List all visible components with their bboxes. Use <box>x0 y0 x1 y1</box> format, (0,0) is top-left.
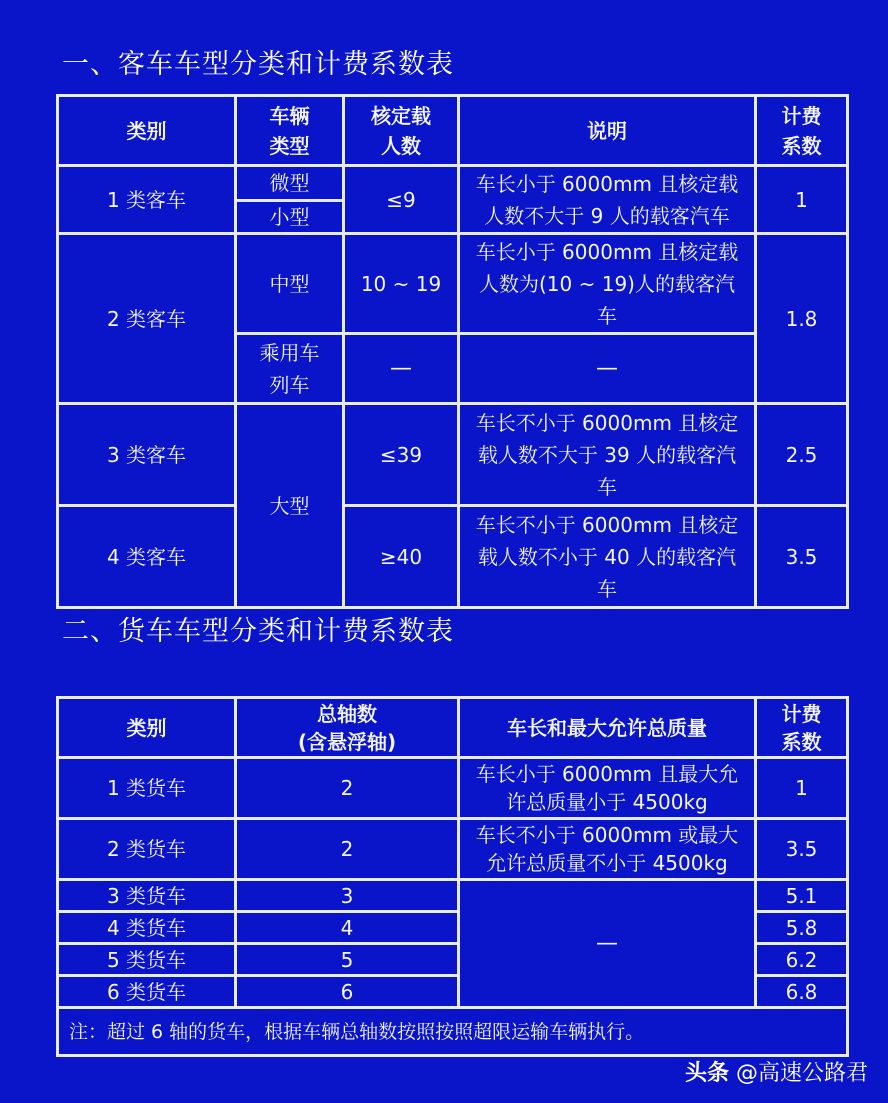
type-cell: 小型 <box>236 201 344 234</box>
axles-cell: 2 <box>236 758 459 819</box>
table-row <box>58 880 848 912</box>
table-header-row <box>58 698 848 758</box>
description-cell: 车长小于 6000mm 且核定载 人数为(10 ~ 19)人的载客汽 车 <box>459 234 756 334</box>
coefficient-cell: 3.5 <box>756 819 848 880</box>
coefficient-cell: 6.8 <box>756 976 848 1008</box>
table-row <box>58 506 848 608</box>
truck-classification-table <box>56 696 849 1057</box>
header-description: 说明 <box>459 96 756 166</box>
header-axles: 总轴数 (含悬浮轴) <box>236 698 459 758</box>
description-cell: 车长不小于 6000mm 或最大 允许总质量不小于 4500kg <box>459 819 756 880</box>
watermark-account: @高速公路君 <box>735 1061 868 1086</box>
coefficient-cell: 6.2 <box>756 944 848 976</box>
category-cell: 6 类货车 <box>58 976 236 1008</box>
table-row <box>58 819 848 880</box>
seats-cell: 10 ~ 19 <box>344 234 459 334</box>
category-cell: 2 类货车 <box>58 819 236 880</box>
coefficient-cell: 3.5 <box>756 506 848 608</box>
header-seats: 核定载 人数 <box>344 96 459 166</box>
table-note: 注：超过 6 轴的货车，根据车辆总轴数按照按照超限运输车辆执行。 <box>58 1008 848 1056</box>
coefficient-cell: 1.8 <box>756 234 848 404</box>
watermark <box>685 1056 868 1087</box>
axles-cell: 3 <box>236 880 459 912</box>
header-coefficient: 计费 系数 <box>756 698 848 758</box>
axles-cell: 6 <box>236 976 459 1008</box>
category-cell: 5 类货车 <box>58 944 236 976</box>
description-cell: 车长不小于 6000mm 且核定 载人数不大于 39 人的载客汽 车 <box>459 404 756 506</box>
description-cell: — <box>459 880 756 1008</box>
category-cell: 3 类客车 <box>58 404 236 506</box>
category-cell: 2 类客车 <box>58 234 236 404</box>
type-cell: 乘用车 列车 <box>236 334 344 404</box>
axles-cell: 5 <box>236 944 459 976</box>
truck-table-title: 二、货车车型分类和计费系数表 <box>62 616 454 647</box>
category-cell: 1 类货车 <box>58 758 236 819</box>
type-cell: 中型 <box>236 234 344 334</box>
category-cell: 1 类客车 <box>58 166 236 234</box>
axles-cell: 2 <box>236 819 459 880</box>
header-category: 类别 <box>58 698 236 758</box>
header-category: 类别 <box>58 96 236 166</box>
category-cell: 3 类货车 <box>58 880 236 912</box>
coefficient-cell: 1 <box>756 758 848 819</box>
header-coefficient: 计费 系数 <box>756 96 848 166</box>
seats-cell: ≤9 <box>344 166 459 234</box>
table-row <box>58 758 848 819</box>
coefficient-cell: 2.5 <box>756 404 848 506</box>
description-cell: 车长小于 6000mm 且最大允 许总质量小于 4500kg <box>459 758 756 819</box>
seats-cell: ≥40 <box>344 506 459 608</box>
watermark-brand: 头条 <box>684 1061 729 1086</box>
coefficient-cell: 5.1 <box>756 880 848 912</box>
axles-cell: 4 <box>236 912 459 944</box>
category-cell: 4 类客车 <box>58 506 236 608</box>
seats-cell: ≤39 <box>344 404 459 506</box>
table-row <box>58 404 848 506</box>
coefficient-cell: 1 <box>756 166 848 234</box>
category-cell: 4 类货车 <box>58 912 236 944</box>
seats-cell: — <box>344 334 459 404</box>
type-cell: 微型 <box>236 166 344 201</box>
coefficient-cell: 5.8 <box>756 912 848 944</box>
description-cell: 车长小于 6000mm 且核定载 人数不大于 9 人的载客汽车 <box>459 166 756 234</box>
bus-classification-table <box>56 94 849 609</box>
bus-table-title: 一、客车车型分类和计费系数表 <box>62 49 454 80</box>
table-header-row <box>58 96 848 166</box>
table-row <box>58 166 848 201</box>
type-cell: 大型 <box>236 404 344 608</box>
header-length-mass: 车长和最大允许总质量 <box>459 698 756 758</box>
header-vehicle-type: 车辆 类型 <box>236 96 344 166</box>
table-row <box>58 234 848 334</box>
description-cell: — <box>459 334 756 404</box>
note-row <box>58 1008 848 1056</box>
description-cell: 车长不小于 6000mm 且核定 载人数不小于 40 人的载客汽 车 <box>459 506 756 608</box>
